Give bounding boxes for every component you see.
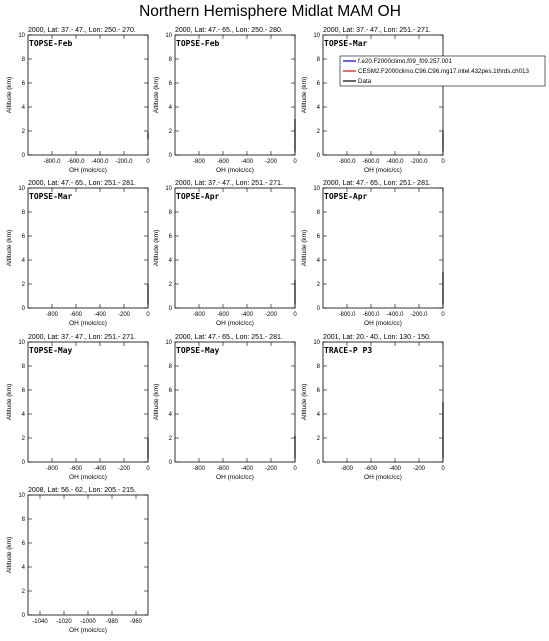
y-tick-label: 2 [21,129,25,135]
y-tick-label: 4 [168,412,172,418]
panel-label: TRACE-P P3 [324,346,373,355]
panel-9 [301,334,445,481]
x-axis-label: OH (molc/cc) [364,167,402,174]
y-tick-label: 4 [316,412,320,418]
x-tick-label: -800.0 [338,159,356,165]
y-tick-label: 4 [21,412,25,418]
y-tick-label: 0 [316,460,320,466]
x-tick-label: -800 [340,466,354,472]
y-tick-label: 0 [21,613,25,619]
panel-subtitle: 2000, Lat: 47.- 65., Lon: 250.- 280. [175,27,283,34]
x-tick-label: 0 [146,466,150,472]
x-tick-label: 0 [293,466,297,472]
y-tick-label: 10 [313,186,320,192]
y-tick-label: 8 [316,210,320,216]
panel-subtitle: 2000, Lat: 37.- 47., Lon: 250.- 270. [28,27,136,34]
y-tick-label: 0 [316,306,320,312]
y-axis-label: Altitude (km) [153,76,160,114]
y-axis-label: Altitude (km) [153,383,160,421]
plot-frame [323,188,443,308]
y-tick-label: 8 [21,517,25,523]
y-tick-label: 6 [168,388,172,394]
panel-label: TOPSE-Mar [29,192,73,201]
y-tick-label: 6 [316,234,320,240]
y-tick-label: 8 [168,210,172,216]
y-tick-label: 2 [168,282,172,288]
plot-frame [175,35,295,155]
y-tick-label: 4 [21,105,25,111]
y-tick-label: 0 [168,153,172,159]
x-tick-label: -800 [192,312,206,318]
x-tick-label: -200 [264,466,278,472]
panel-label: TOPSE-Mar [324,39,368,48]
panel-2 [153,27,297,174]
y-tick-label: 0 [168,460,172,466]
y-tick-label: 4 [21,565,25,571]
panel-subtitle: 2000, Lat: 37.- 47., Lon: 251.- 271. [323,27,431,34]
y-tick-label: 6 [168,234,172,240]
x-tick-label: -400 [93,466,107,472]
panel-label: TOPSE-May [176,346,220,355]
x-tick-label: -200 [117,466,131,472]
y-tick-label: 6 [21,388,25,394]
x-tick-label: -800 [45,466,59,472]
y-axis-label: Altitude (km) [6,76,13,114]
y-tick-label: 4 [168,105,172,111]
y-axis-label: Altitude (km) [301,229,308,267]
x-tick-label: -400 [93,312,107,318]
y-tick-label: 2 [168,129,172,135]
panel-8 [153,334,297,481]
x-tick-label: -400.0 [386,159,404,165]
panel-1 [6,27,150,174]
y-tick-label: 10 [313,33,320,39]
x-axis-label: OH (molc/cc) [69,167,107,174]
plot-frame [175,188,295,308]
panel-3 [301,27,445,174]
panels [6,27,445,634]
plot-frame [28,342,148,462]
y-tick-label: 0 [168,306,172,312]
panel-label: TOPSE-Apr [176,192,220,201]
y-tick-label: 10 [165,186,172,192]
x-tick-label: -400 [388,466,402,472]
y-axis-label: Altitude (km) [153,229,160,267]
x-tick-label: -600 [216,466,230,472]
y-tick-label: 6 [316,388,320,394]
y-axis-label: Altitude (km) [301,76,308,114]
x-axis-label: OH (molc/cc) [69,474,107,481]
y-axis-label: Altitude (km) [6,229,13,267]
y-tick-label: 8 [168,57,172,63]
panel-5 [153,180,297,327]
y-tick-label: 2 [316,129,320,135]
plot-frame [28,495,148,615]
y-tick-label: 8 [21,57,25,63]
y-tick-label: 8 [316,57,320,63]
x-tick-label: -200 [264,159,278,165]
y-tick-label: 2 [21,436,25,442]
x-tick-label: -600 [216,312,230,318]
panel-subtitle: 2000, Lat: 47.- 65., Lon: 251.- 281. [323,180,431,187]
y-tick-label: 8 [21,364,25,370]
legend [340,56,545,86]
x-tick-label: -400.0 [386,312,404,318]
panel-subtitle: 2001, Lat: 20.- 40., Lon: 130.- 150. [323,334,431,341]
y-tick-label: 4 [168,258,172,264]
x-tick-label: -600.0 [362,312,380,318]
y-tick-label: 8 [21,210,25,216]
x-tick-label: -200 [117,312,131,318]
x-tick-label: -400 [240,159,254,165]
y-axis-label: Altitude (km) [6,536,13,574]
x-tick-label: -400 [240,312,254,318]
y-tick-label: 0 [21,153,25,159]
panel-subtitle: 2008, Lat: 56.- 62., Lon: 205.- 215. [28,487,136,494]
panel-subtitle: 2000, Lat: 37.- 47., Lon: 251.- 271. [175,180,283,187]
x-tick-label: -400 [240,466,254,472]
x-tick-label: -600 [216,159,230,165]
plot-frame [28,188,148,308]
x-tick-label: -200.0 [115,159,133,165]
x-axis-label: OH (molc/cc) [216,474,254,481]
y-tick-label: 10 [18,493,25,499]
x-tick-label: -600 [69,466,83,472]
panel-label: TOPSE-May [29,346,73,355]
panel-6 [301,180,445,327]
y-tick-label: 2 [168,436,172,442]
y-tick-label: 10 [18,340,25,346]
legend-entry-label: CESM2.F2000climo.C96.C96.mg17.intel.432pes.1thrds.ch013 [358,68,529,75]
x-tick-label: -600 [364,466,378,472]
x-tick-label: -800.0 [338,312,356,318]
y-tick-label: 2 [316,436,320,442]
panel-subtitle: 2000, Lat: 47.- 65., Lon: 251.- 281. [175,334,283,341]
x-tick-label: -980 [105,619,119,625]
panel-label: TOPSE-Feb [29,39,73,48]
y-axis-label: Altitude (km) [301,383,308,421]
x-tick-label: -200.0 [410,312,428,318]
y-tick-label: 6 [21,234,25,240]
y-tick-label: 4 [21,258,25,264]
x-tick-label: 0 [441,466,445,472]
x-tick-label: -600.0 [67,159,85,165]
x-tick-label: 0 [293,312,297,318]
y-tick-label: 10 [18,186,25,192]
panel-7 [6,334,150,481]
x-tick-label: -960 [129,619,143,625]
x-tick-label: 0 [293,159,297,165]
panel-4 [6,180,150,327]
y-tick-label: 6 [168,81,172,87]
x-axis-label: OH (molc/cc) [216,320,254,327]
x-tick-label: -800 [192,159,206,165]
x-axis-label: OH (molc/cc) [69,320,107,327]
x-tick-label: -200.0 [410,159,428,165]
y-tick-label: 0 [316,153,320,159]
y-tick-label: 4 [316,258,320,264]
x-tick-label: -200 [412,466,426,472]
legend-entry-label: f.e20.F2000climo.f09_f09.257.001 [358,58,452,65]
x-axis-label: OH (molc/cc) [216,167,254,174]
y-axis-label: Altitude (km) [6,383,13,421]
y-tick-label: 6 [21,541,25,547]
x-tick-label: -600 [69,312,83,318]
x-tick-label: -600.0 [362,159,380,165]
plot-frame [28,35,148,155]
plot-frame [323,342,443,462]
x-tick-label: -200 [264,312,278,318]
x-tick-label: -800 [192,466,206,472]
x-axis-label: OH (molc/cc) [69,627,107,634]
x-tick-label: 0 [146,312,150,318]
x-tick-label: -1000 [80,619,96,625]
panel-label: TOPSE-Apr [324,192,368,201]
y-tick-label: 10 [18,33,25,39]
plot-frame [175,342,295,462]
x-axis-label: OH (molc/cc) [364,320,402,327]
y-tick-label: 2 [316,282,320,288]
y-tick-label: 10 [165,33,172,39]
panel-label: TOPSE-Feb [176,39,220,48]
x-tick-label: 0 [441,312,445,318]
y-tick-label: 6 [316,81,320,87]
x-tick-label: -800 [45,312,59,318]
panel-10 [6,487,148,634]
x-axis-label: OH (molc/cc) [364,474,402,481]
legend-entry-label: Data [358,78,372,85]
y-tick-label: 6 [21,81,25,87]
y-tick-label: 10 [313,340,320,346]
plot-frame [323,35,443,155]
x-tick-label: -400.0 [91,159,109,165]
x-tick-label: 0 [441,159,445,165]
y-tick-label: 8 [168,364,172,370]
y-tick-label: 2 [21,282,25,288]
panel-subtitle: 2000, Lat: 37.- 47., Lon: 251.- 271. [28,334,136,341]
figure-title: Northern Hemisphere Midlat MAM OH [139,3,401,20]
y-tick-label: 0 [21,460,25,466]
y-tick-label: 0 [21,306,25,312]
y-tick-label: 10 [165,340,172,346]
x-tick-label: -800.0 [43,159,61,165]
panel-subtitle: 2000, Lat: 47.- 65., Lon: 251.- 281. [28,180,136,187]
y-tick-label: 2 [21,589,25,595]
x-tick-label: -1040 [32,619,48,625]
y-tick-label: 4 [316,105,320,111]
y-tick-label: 8 [316,364,320,370]
x-tick-label: -1020 [56,619,72,625]
x-tick-label: 0 [146,159,150,165]
